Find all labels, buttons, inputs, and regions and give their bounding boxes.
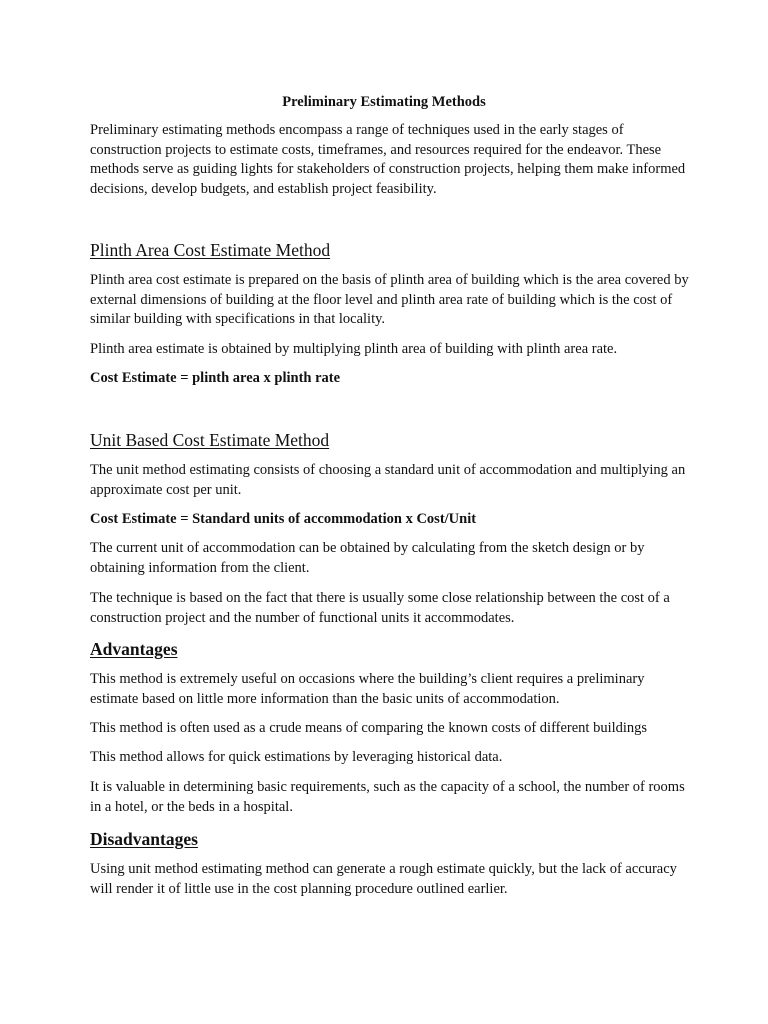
advantage-item: This method is often used as a crude means of comparing the known costs of different buildings [90, 720, 648, 736]
disadvantage-item: Using unit method estimating method can generate a rough estimate quickly, but the lack of accuracy will render it of little use in the cost planning procedure outlined earlier. [90, 861, 677, 897]
unit-formula: Cost Estimate = Standard units of accommodation x Cost/Unit [90, 511, 477, 527]
advantage-item: This method is extremely useful on occasions where the building’s client requires a preliminary estimate based on little more information than the basic units of accommodation. [90, 671, 645, 707]
unit-paragraph-2: The current unit of accommodation can be obtained by calculating from the sketch design or by obtaining information from the client. [90, 540, 645, 576]
unit-paragraph-1: The unit method estimating consists of choosing a standard unit of accommodation and multiplying an approximate cost per unit. [90, 462, 686, 498]
unit-paragraph-3: The technique is based on the fact that there is usually some close relationship between the cost of a construction project and the number of functional units it accommodates. [90, 590, 670, 626]
intro-paragraph: Preliminary estimating methods encompass a range of techniques used in the early stages of construction projects to estimate costs, timeframes, and resources required for the endeavor. These methods serve as guiding lights for stakeholders of construction projects, helping them make informed decisions, develop budgets, and establish project feasibility. [90, 122, 686, 197]
plinth-formula: Cost Estimate = plinth area x plinth rate [90, 370, 341, 386]
unit-heading: Unit Based Cost Estimate Method [90, 430, 330, 450]
advantages-heading: Advantages [90, 639, 178, 659]
document-title: Preliminary Estimating Methods [282, 94, 486, 110]
plinth-heading: Plinth Area Cost Estimate Method [90, 240, 331, 260]
advantage-item: This method allows for quick estimations by leveraging historical data. [90, 749, 503, 765]
plinth-paragraph-2: Plinth area estimate is obtained by multiplying plinth area of building with plinth area rate. [90, 341, 618, 357]
disadvantages-heading: Disadvantages [90, 829, 198, 849]
advantage-item: It is valuable in determining basic requirements, such as the capacity of a school, the number of rooms in a hotel, or the beds in a hospital. [90, 779, 685, 815]
plinth-paragraph-1: Plinth area cost estimate is prepared on the basis of plinth area of building which is the area covered by external dimensions of building at the floor level and plinth area rate of building which is the cost of similar building with specifications in that locality. [90, 272, 689, 328]
